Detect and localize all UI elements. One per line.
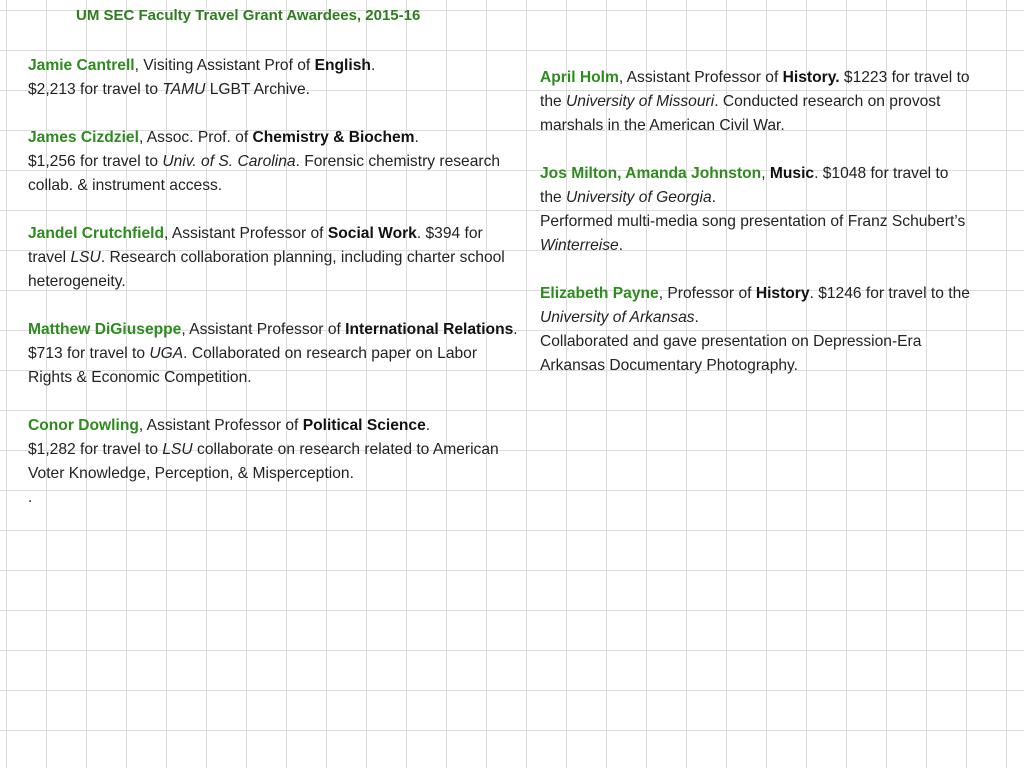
awardee-entry <box>540 282 970 378</box>
awardee-name: Elizabeth Payne <box>540 285 659 302</box>
destination: UGA <box>149 345 184 362</box>
entry-trailing-dot: . <box>28 489 33 506</box>
entry-text: , Professor of <box>658 285 756 302</box>
entry-text: , <box>761 165 770 182</box>
entry-text: . Collaborated on research paper on Labor Rights & Economic Competition. <box>28 345 478 386</box>
entry-text: . Conducted research on provost marshals in the American Civil War. <box>540 93 941 134</box>
destination: University of Georgia <box>566 189 712 206</box>
entry-line <box>540 210 970 258</box>
awardee-name: Jandel Crutchfield <box>28 225 165 242</box>
entry-text: . <box>711 189 716 206</box>
awardees-right-column <box>540 66 970 402</box>
entry-text: . <box>414 129 419 146</box>
entry-text: , Assoc. Prof. of <box>138 129 253 146</box>
destination: LSU <box>162 441 193 458</box>
entry-text: , Assistant Professor of <box>618 69 783 86</box>
entry-line <box>28 150 518 198</box>
awardees-left-column <box>28 54 518 534</box>
department: Music <box>769 165 815 182</box>
entry-text: , Assistant Professor of <box>164 225 328 242</box>
entry-text: Performed multi-media song presentation of Franz Schubert’s <box>540 213 966 230</box>
awardee-name: Matthew DiGiuseppe <box>28 321 182 338</box>
awardee-name: James Cizdziel <box>28 129 139 146</box>
department: Chemistry & Biochem <box>252 129 415 146</box>
entry-text: . <box>694 309 699 326</box>
awardee-entry <box>28 54 518 102</box>
entry-text: . $1246 for travel to the <box>809 285 970 302</box>
awardee-entry <box>28 126 518 198</box>
department: English <box>314 57 371 74</box>
entry-text: , Assistant Professor of <box>138 417 303 434</box>
entry-text: . Forensic chemistry research collab. & instrument access. <box>28 153 501 194</box>
department: Political Science <box>302 417 426 434</box>
entry-line: Collaborated and gave presentation on Depression-Era Arkansas Documentary Photography. <box>540 333 922 374</box>
awardee-entry <box>540 162 970 258</box>
awardee-name: Jos Milton, Amanda Johnston <box>540 165 762 182</box>
entry-text: $1223 for travel to the <box>540 69 970 110</box>
awardee-entry <box>28 222 518 294</box>
destination: University of Missouri <box>566 93 715 110</box>
destination: LSU <box>70 249 101 266</box>
entry-text: . $1048 for travel to the <box>540 165 949 206</box>
entry-text: . $713 for travel to <box>28 321 518 362</box>
destination: University of Arkansas <box>540 309 695 326</box>
entry-line <box>28 78 518 102</box>
entry-text: $2,213 for travel to <box>28 81 163 98</box>
department: History. <box>782 69 840 86</box>
entry-text: . <box>618 237 624 254</box>
entry-text: , Visiting Assistant Prof of <box>134 57 315 74</box>
awardee-name: Conor Dowling <box>28 417 139 434</box>
entry-text: . <box>425 417 431 434</box>
entry-text: . <box>370 57 376 74</box>
entry-text: $1,256 for travel to <box>28 153 163 170</box>
entry-text: , Assistant Professor of <box>181 321 346 338</box>
awardee-entry <box>28 414 518 510</box>
department: Social Work <box>327 225 417 242</box>
awardee-name: Jamie Cantrell <box>28 57 135 74</box>
page-title: UM SEC Faculty Travel Grant Awardees, 2015-16 <box>76 7 421 24</box>
entry-text: $1,282 for travel to <box>28 441 163 458</box>
entry-text: . $394 for travel <box>28 225 483 266</box>
entry-text: collaborate on research related to American Voter Knowledge, Perception, & Misperception. <box>28 441 499 482</box>
entry-text: LGBT Archive. <box>205 81 310 98</box>
destination: TAMU <box>162 81 206 98</box>
department: International Relations <box>345 321 514 338</box>
awardee-name: April Holm <box>540 69 619 86</box>
work-title: Winterreise <box>540 237 619 254</box>
department: History <box>755 285 810 302</box>
awardee-entry <box>28 318 518 390</box>
destination: Univ. of S. Carolina <box>162 153 296 170</box>
entry-text: . Research collaboration planning, including charter school heterogeneity. <box>28 249 505 290</box>
awardee-entry <box>540 66 970 138</box>
entry-line <box>28 438 518 486</box>
